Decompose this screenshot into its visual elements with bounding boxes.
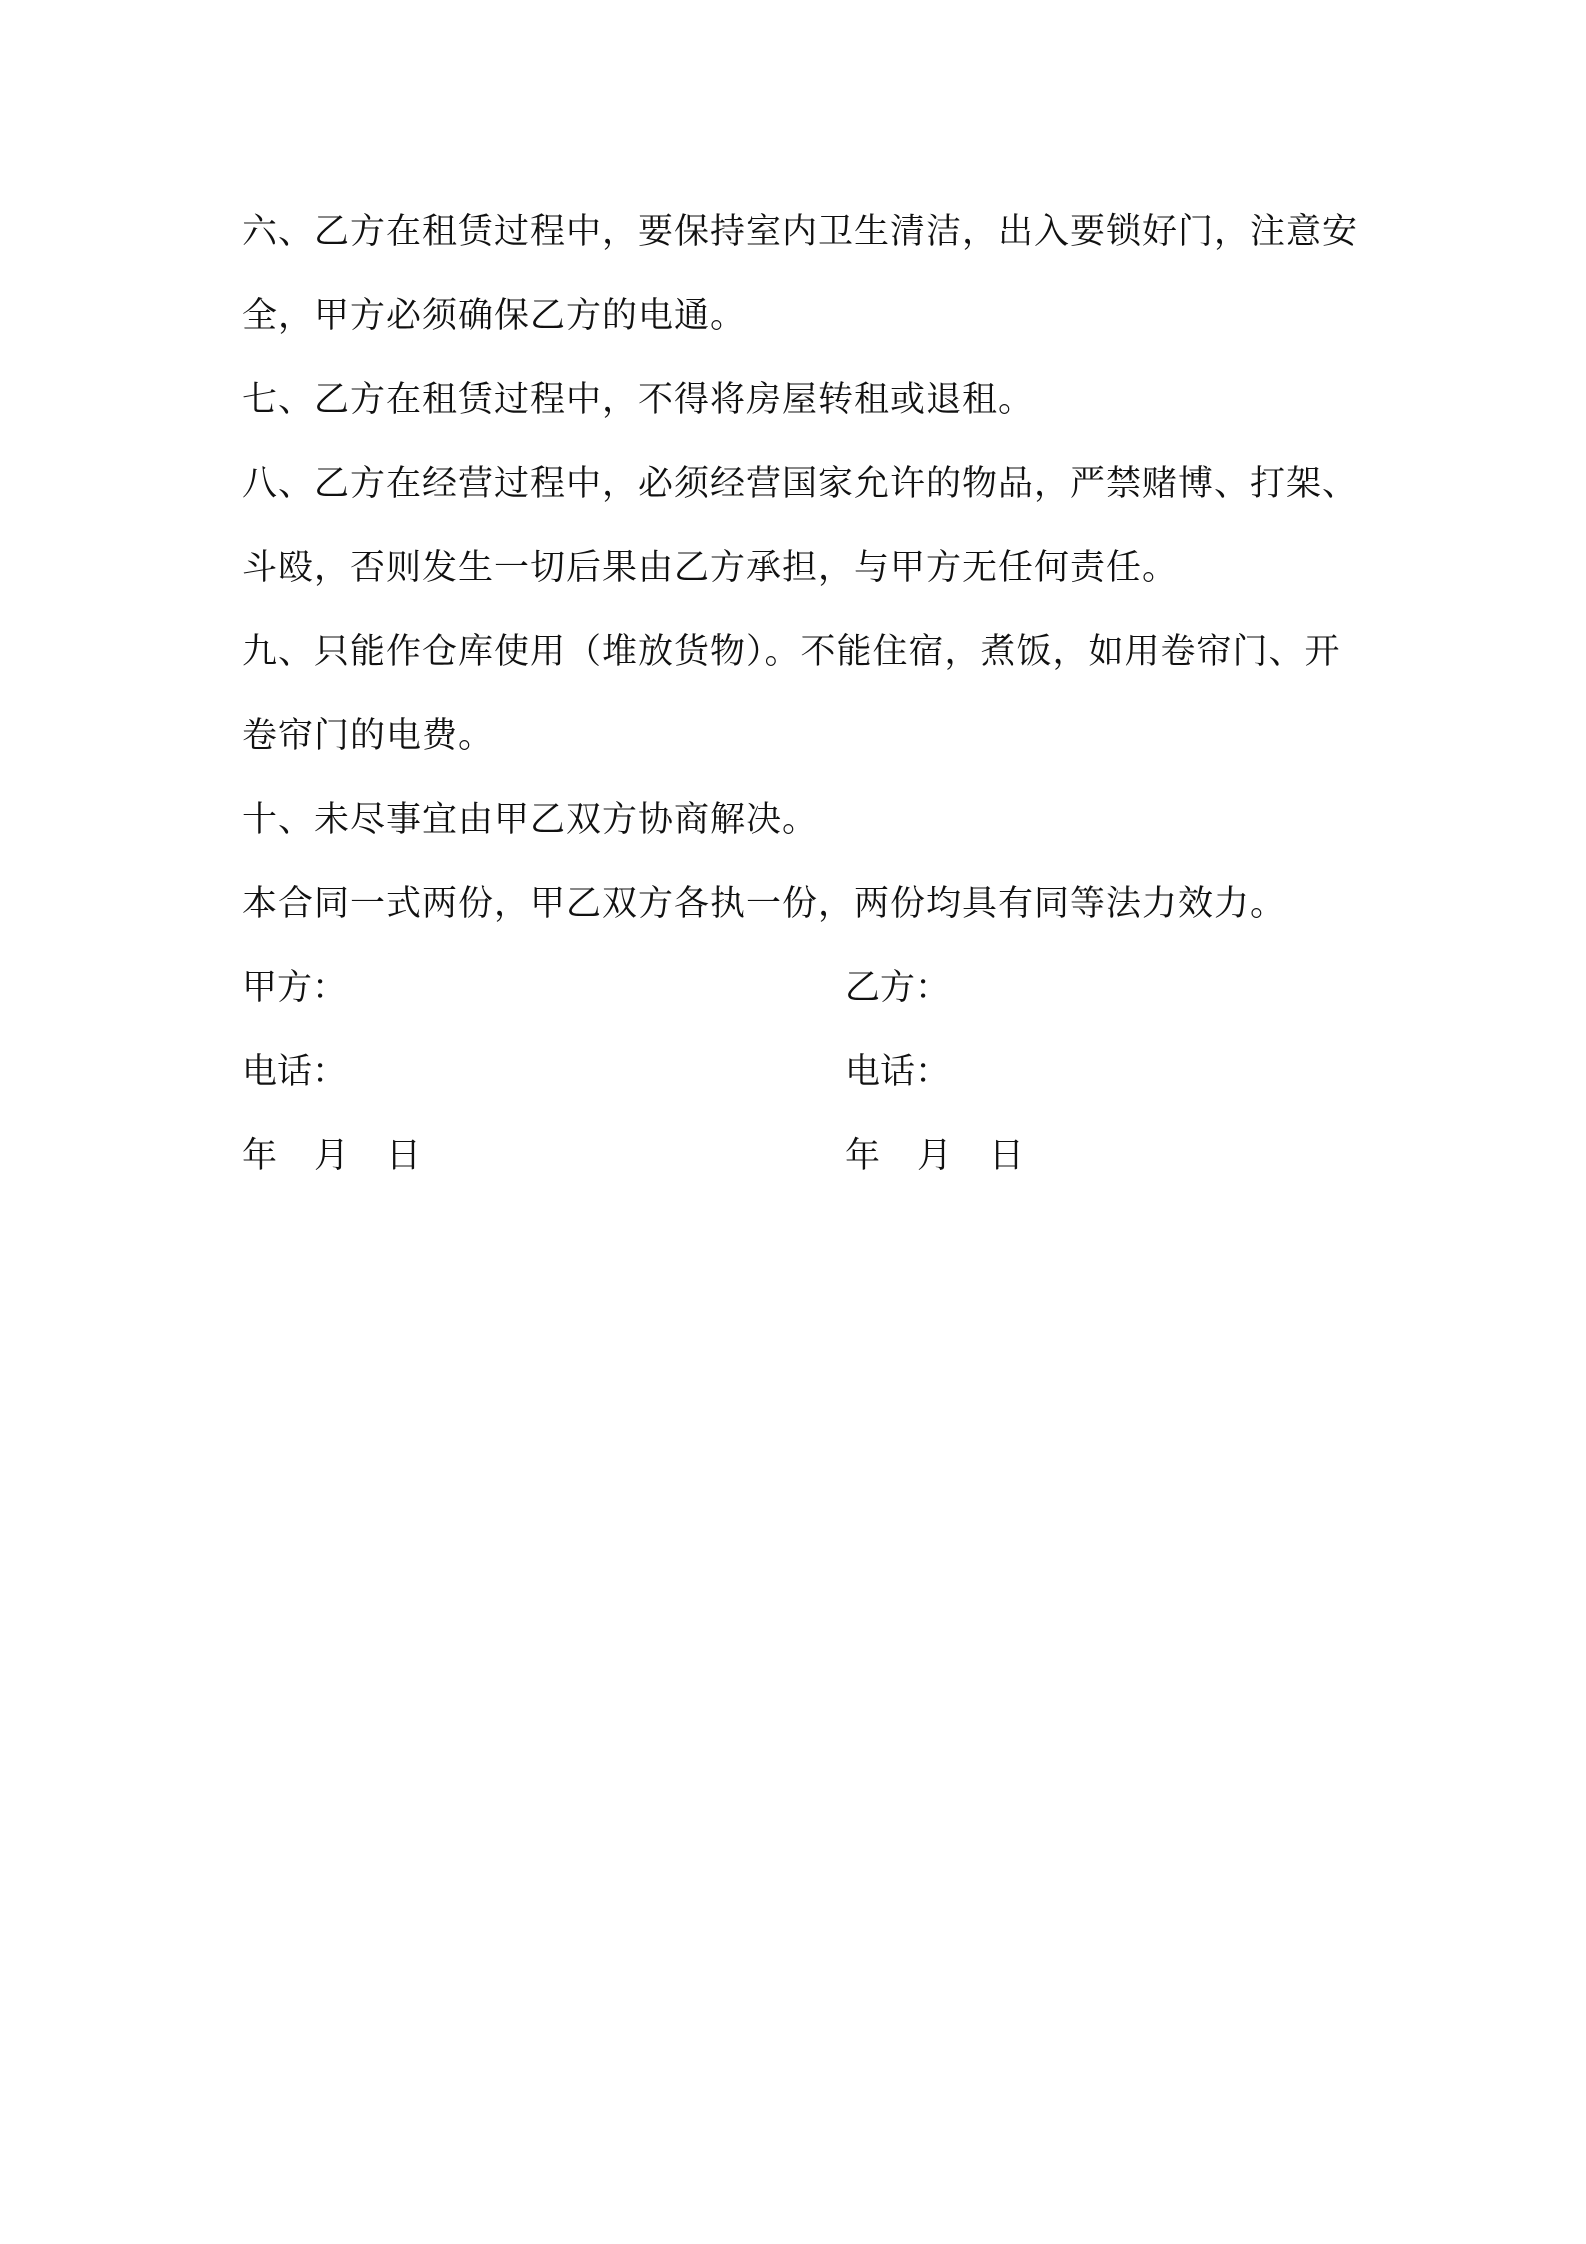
party-a-date-day: 日 [386, 1136, 422, 1176]
party-a-date-year: 年 [242, 1136, 278, 1176]
party-row [242, 946, 1362, 1030]
clause-8: 八、乙方在经营过程中，必须经营国家允许的物品，严禁赌博、打架、斗殴，否则发生一切后果由乙方承担，与甲方无任何责任。 [242, 464, 1359, 588]
clause-6: 六、乙方在租赁过程中，要保持室内卫生清洁，出入要锁好门，注意安全，甲方必须确保乙方的电通。 [242, 212, 1359, 336]
clause-10: 十、未尽事宜由甲乙双方协商解决。 [242, 800, 819, 840]
clause-7: 七、乙方在租赁过程中，不得将房屋转租或退租。 [242, 380, 1035, 420]
party-b-date-year: 年 [845, 1136, 881, 1176]
clause-9: 九、只能作仓库使用（堆放货物）。不能住宿，煮饭，如用卷帘门、开卷帘门的电费。 [242, 632, 1341, 756]
date-row [242, 1114, 1362, 1198]
party-b-date [845, 1114, 1024, 1198]
party-b-phone-label: 电话： [845, 1052, 951, 1092]
contract-clauses [242, 190, 1362, 946]
party-b-date-month: 月 [917, 1136, 953, 1176]
party-a-date [242, 1114, 421, 1198]
party-a-date-month: 月 [314, 1136, 350, 1176]
copies-statement: 本合同一式两份，甲乙双方各执一份，两份均具有同等法力效力。 [242, 884, 1287, 924]
signature-block [242, 946, 1362, 1198]
phone-row [242, 1030, 1362, 1114]
party-b-label: 乙方： [845, 968, 951, 1008]
party-b-date-day: 日 [989, 1136, 1025, 1176]
party-a-phone-label: 电话： [242, 1052, 348, 1092]
party-a-label: 甲方： [242, 968, 348, 1008]
